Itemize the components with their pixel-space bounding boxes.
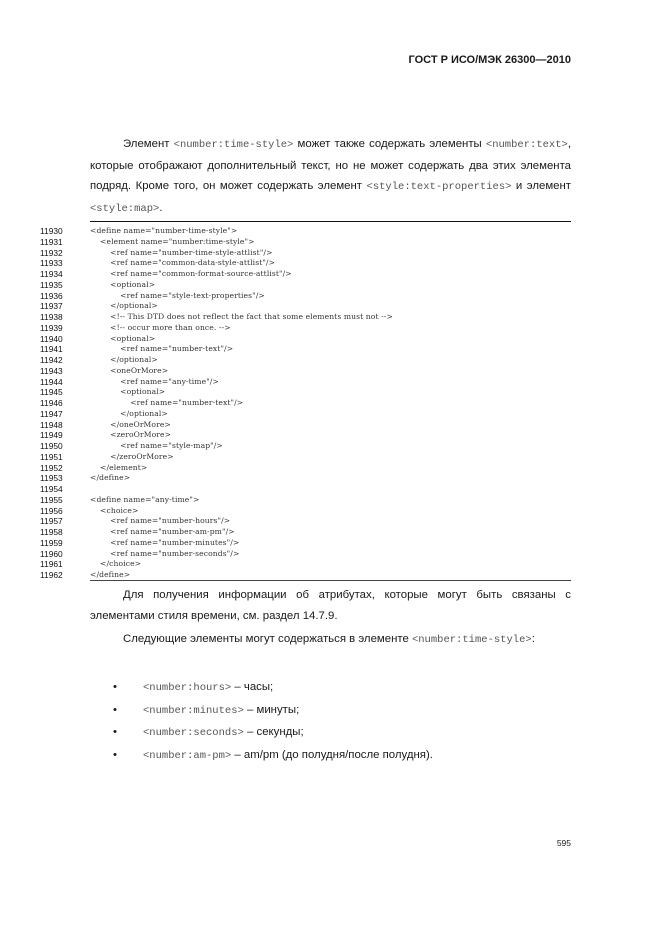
line-number: 11937 — [40, 301, 63, 312]
code-text: <ref name="number-time-style-attlist"/> — [90, 247, 273, 257]
code-line — [40, 409, 580, 420]
code-line — [40, 377, 580, 388]
code-text: <ref name="number-hours"/> — [90, 516, 231, 526]
code-text: </optional> — [90, 355, 158, 364]
code-line — [40, 473, 580, 484]
code-text: <choice> — [90, 505, 139, 515]
code-line — [40, 226, 580, 237]
line-number: 11953 — [40, 473, 63, 484]
line-number: 11962 — [40, 570, 63, 580]
code-line — [40, 430, 580, 441]
intro-text: может также содержать элементы — [293, 138, 486, 150]
bullet-icon: • — [113, 703, 117, 716]
contained-elements-paragraph — [90, 628, 571, 651]
code-line — [40, 248, 580, 259]
bullet-icon: • — [113, 748, 117, 761]
code-line — [40, 269, 580, 280]
code-text: </define> — [90, 473, 131, 483]
code-line — [40, 549, 580, 560]
line-number: 11944 — [40, 376, 63, 387]
paragraph-text: Следующие элементы могут содержаться в элементе — [123, 633, 412, 645]
attributes-paragraph: Для получения информации об атрибутах, которые могут быть связаны с элементами стиля времени, см. раздел 14.7.9. — [90, 589, 571, 622]
code-line — [40, 291, 580, 302]
list-item-text — [143, 700, 299, 721]
code-text: </define> — [90, 570, 131, 579]
code-line — [40, 527, 580, 538]
line-number: 11940 — [40, 333, 63, 344]
list-item-description: – секунды; — [243, 726, 304, 738]
line-number: 11955 — [40, 494, 63, 505]
line-number: 11956 — [40, 505, 63, 516]
bullet-icon: • — [113, 726, 117, 738]
code-text: <ref name="number-am-pm"/> — [90, 527, 235, 536]
code-text: <optional> — [90, 387, 166, 397]
paragraph-text: : — [531, 633, 535, 645]
code-line — [40, 463, 580, 474]
intro-text: , которые отображают дополнительный текст, но не может содержать два этих элемента подряд. Кроме того, он может содержать элемент — [90, 138, 571, 192]
code-line — [40, 355, 580, 366]
code-text: <optional> — [90, 333, 156, 343]
code-text: <ref name="number-minutes"/> — [90, 537, 240, 547]
code-text: <ref name="common-format-source-attlist"/> — [90, 269, 292, 278]
code-text: <ref name="common-data-style-attlist"/> — [90, 258, 276, 268]
intro-text: Элемент — [123, 138, 174, 150]
line-number: 11957 — [40, 516, 63, 527]
intro-text: . — [159, 201, 163, 214]
code-ref: <number:minutes> — [143, 704, 244, 717]
line-number: 11930 — [40, 226, 63, 236]
line-number: 11951 — [40, 451, 63, 462]
line-number: 11939 — [40, 322, 63, 333]
code-line — [40, 344, 580, 355]
code-line — [40, 366, 580, 377]
code-text: </element> — [90, 462, 148, 472]
code-line — [40, 441, 580, 452]
line-number: 11954 — [40, 484, 63, 494]
line-number: 11958 — [40, 527, 63, 537]
code-top-rule — [90, 221, 571, 222]
line-number: 11943 — [40, 365, 63, 376]
code-text: <element name="number:time-style"> — [90, 236, 255, 246]
line-number: 11938 — [40, 312, 63, 322]
line-number: 11961 — [40, 559, 63, 570]
line-number: 11959 — [40, 537, 63, 548]
code-line — [40, 506, 580, 517]
line-number: 11952 — [40, 462, 63, 473]
document-header: ГОСТ Р ИСО/МЭК 26300—2010 — [408, 54, 571, 66]
code-line — [40, 538, 580, 549]
code-text: <ref name="style-text-properties"/> — [90, 290, 265, 300]
code-text: <zeroOrMore> — [90, 430, 172, 440]
code-text: </optional> — [90, 301, 158, 311]
code-text: <define name="any-time"> — [90, 494, 200, 504]
line-number: 11960 — [40, 548, 63, 559]
intro-text: и элемент — [511, 180, 571, 192]
code-text: <ref name="number-text"/> — [90, 344, 234, 354]
list-item-description: – часы; — [231, 681, 274, 693]
code-text: </oneOrMore> — [90, 419, 171, 429]
code-ref: <style:text-properties> — [366, 181, 512, 193]
code-listing — [40, 226, 580, 581]
line-number: 11931 — [40, 236, 63, 247]
list-item-description: – минуты; — [243, 703, 300, 716]
list-item-description: – am/pm (до полудня/после полудня). — [231, 748, 433, 761]
line-number: 11948 — [40, 419, 63, 430]
code-ref: <number:time-style> — [173, 139, 294, 151]
code-text: </zeroOrMore> — [90, 451, 174, 461]
code-text: <!-- This DTD does not reflect the fact that some elements must not --> — [90, 312, 393, 321]
code-ref: <number:seconds> — [143, 727, 244, 739]
code-ref: <number:text> — [485, 139, 568, 151]
intro-paragraph — [90, 134, 571, 219]
code-line — [40, 398, 580, 409]
code-line — [40, 312, 580, 323]
code-line — [40, 420, 580, 431]
code-line — [40, 301, 580, 312]
line-number: 11933 — [40, 258, 63, 269]
code-line — [40, 387, 580, 398]
code-text: <ref name="number-seconds"/> — [90, 548, 240, 558]
code-ref: <number:time-style> — [411, 634, 532, 646]
code-line — [40, 495, 580, 506]
code-text: <ref name="any-time"/> — [90, 376, 219, 386]
line-number: 11935 — [40, 279, 63, 290]
code-text: <!-- occur more than once. --> — [90, 322, 231, 332]
code-text: <define name="number-time-style"> — [90, 226, 238, 235]
code-line — [40, 258, 580, 269]
code-text: <ref name="number-text"/> — [90, 398, 244, 407]
line-number: 11950 — [40, 441, 63, 451]
code-line — [40, 559, 580, 570]
line-number: 11949 — [40, 430, 63, 441]
code-text: <optional> — [90, 279, 156, 289]
code-line — [40, 323, 580, 334]
line-number: 11934 — [40, 269, 63, 279]
code-text: </optional> — [90, 408, 168, 418]
list-item-text — [143, 722, 304, 743]
code-bottom-rule — [90, 580, 571, 581]
code-line — [40, 516, 580, 527]
code-line — [40, 280, 580, 291]
code-ref: <number:am-pm> — [143, 749, 232, 762]
code-line — [40, 452, 580, 463]
line-number: 11942 — [40, 355, 63, 365]
code-line — [40, 334, 580, 345]
code-ref: <number:hours> — [143, 682, 232, 694]
list-item-text — [143, 677, 273, 698]
page-number: 595 — [556, 838, 571, 848]
code-text: <oneOrMore> — [90, 365, 169, 375]
code-text: </choice> — [90, 559, 142, 569]
bullet-icon: • — [113, 681, 117, 693]
list-item-text — [143, 745, 433, 766]
code-line — [40, 237, 580, 248]
line-number: 11941 — [40, 344, 63, 355]
line-number: 11932 — [40, 247, 63, 258]
line-number: 11936 — [40, 290, 63, 301]
line-number: 11946 — [40, 398, 63, 408]
line-number: 11947 — [40, 408, 63, 419]
code-line — [40, 484, 580, 495]
code-ref: <style:map> — [90, 202, 160, 215]
code-text: <ref name="style-map"/> — [90, 441, 223, 450]
line-number: 11945 — [40, 387, 63, 398]
